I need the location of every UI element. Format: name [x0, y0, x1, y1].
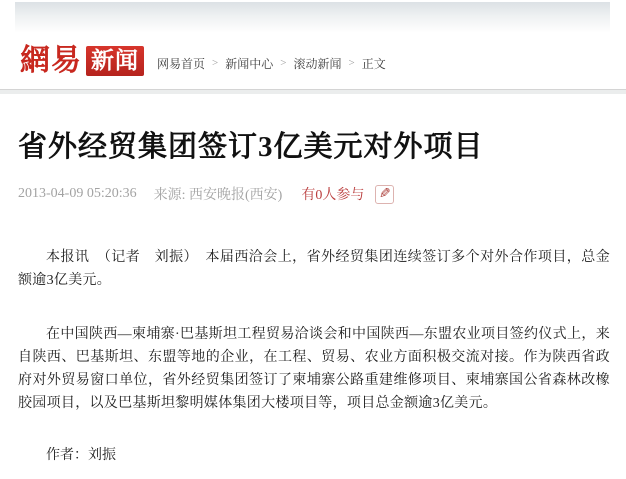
article-paragraph: 在中国陕西—柬埔寨·巴基斯坦工程贸易洽谈会和中国陕西—东盟农业项目签约仪式上，来自陕西、巴基斯坦、东盟等地的企业，在工程、贸易、农业方面积极交流对接。作为陕西省政府对外贸易窗口单位，省外经贸集团签订了柬埔寨公路重建维修项目、柬埔寨国公省森林改橡胶园项目，以及巴基斯坦黎明媒体集团大楼项目等，项目总金额逾3亿美元。: [18, 327, 610, 411]
publish-date: 2013-04-09 05:20:36: [18, 186, 137, 201]
netease-news-logo[interactable]: [20, 46, 144, 76]
breadcrumb-separator-icon: >: [212, 57, 219, 69]
pencil-icon: ✎: [378, 186, 391, 202]
header-divider: [0, 89, 626, 94]
logo-section-badge: 新闻: [86, 46, 144, 76]
breadcrumb-separator-icon: >: [348, 57, 355, 69]
article-source: 来源: 西安晚报(西安): [153, 188, 283, 203]
article-paragraph: 本报讯 （记者 刘振） 本届西洽会上，省外经贸集团连续签订多个对外合作项目，总金额逾3亿美元。: [18, 250, 610, 288]
comment-count-link[interactable]: 有0人参与: [301, 188, 365, 203]
article-author: 作者：刘振: [46, 448, 116, 463]
breadcrumb-item-rolling-news[interactable]: 滚动新闻: [293, 56, 342, 71]
logo-brand-text: 網易: [20, 44, 82, 77]
article-body: [18, 246, 610, 415]
breadcrumb-item-article: 正文: [361, 56, 386, 71]
article-meta: [18, 184, 610, 204]
article-title: 省外经贸集团签订3亿美元对外项目: [18, 131, 484, 163]
breadcrumb: [157, 55, 386, 72]
breadcrumb-item-home[interactable]: 网易首页: [157, 56, 206, 71]
comment-pencil-icon[interactable]: [375, 185, 394, 204]
site-header: [0, 33, 626, 89]
top-banner: [15, 2, 610, 33]
breadcrumb-item-news-center[interactable]: 新闻中心: [225, 56, 274, 71]
breadcrumb-separator-icon: >: [280, 57, 287, 69]
article: [0, 131, 626, 467]
